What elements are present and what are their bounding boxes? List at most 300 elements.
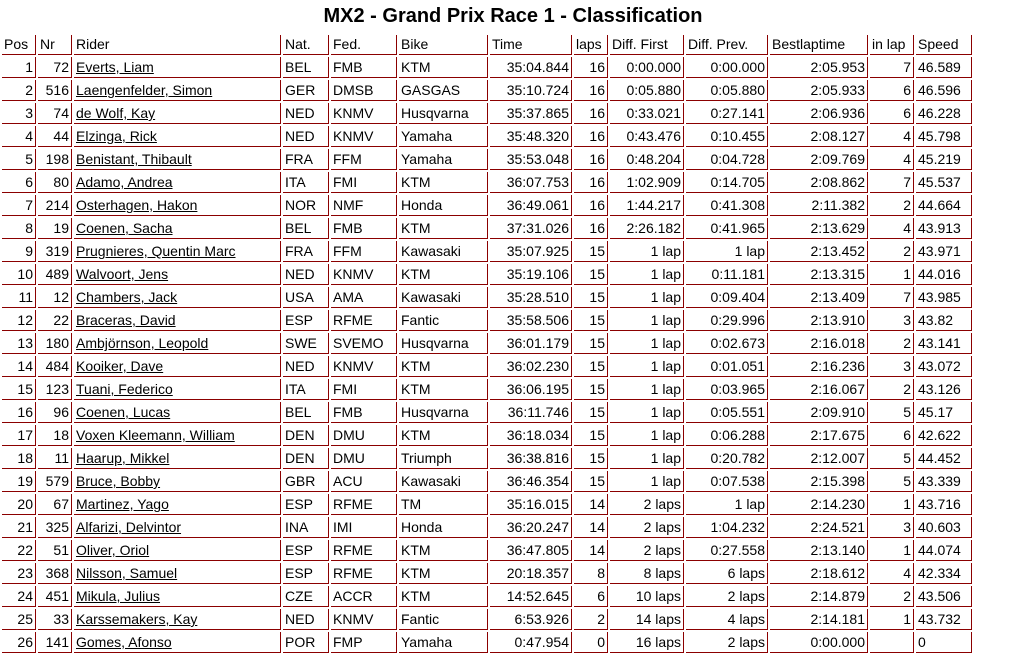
cell-fed: FFM xyxy=(331,149,397,170)
cell-speed: 43.126 xyxy=(916,379,972,400)
cell-time: 36:06.195 xyxy=(490,379,572,400)
column-header-in-lap: in lap xyxy=(870,35,914,55)
table-row xyxy=(2,425,972,446)
cell-bike: Kawasaki xyxy=(399,241,488,262)
cell-pos: 11 xyxy=(2,287,36,308)
cell-diff-prev: 1:04.232 xyxy=(686,517,768,538)
cell-nr: 74 xyxy=(38,103,72,124)
cell-diff-prev: 0:03.965 xyxy=(686,379,768,400)
cell-pos: 23 xyxy=(2,563,36,584)
cell-diff-prev: 6 laps xyxy=(686,563,768,584)
cell-speed: 43.506 xyxy=(916,586,972,607)
rider-link[interactable]: Osterhagen, Hakon xyxy=(76,197,198,213)
cell-time: 14:52.645 xyxy=(490,586,572,607)
cell-pos: 5 xyxy=(2,149,36,170)
cell-nr: 214 xyxy=(38,195,72,216)
cell-diff-first: 1 lap xyxy=(610,402,684,423)
cell-best-lap: 2:17.675 xyxy=(770,425,868,446)
cell-nat: ITA xyxy=(283,172,329,193)
cell-diff-first: 10 laps xyxy=(610,586,684,607)
rider-link[interactable]: Chambers, Jack xyxy=(76,289,178,305)
cell-nat: FRA xyxy=(283,149,329,170)
cell-diff-prev: 0:11.181 xyxy=(686,264,768,285)
cell-bike: Husqvarna xyxy=(399,402,488,423)
column-header-diff-prev: Diff. Prev. xyxy=(686,35,768,55)
column-header-best-lap: Bestlaptime xyxy=(770,35,868,55)
cell-speed: 43.971 xyxy=(916,241,972,262)
cell-nat: NOR xyxy=(283,195,329,216)
rider-link[interactable]: Everts, Liam xyxy=(76,59,154,75)
cell-nr: 96 xyxy=(38,402,72,423)
rider-link[interactable]: Bruce, Bobby xyxy=(76,473,161,489)
cell-in-lap: 2 xyxy=(870,379,914,400)
cell-nr: 51 xyxy=(38,540,72,561)
cell-fed: FMI xyxy=(331,379,397,400)
rider-link[interactable]: Laengenfelder, Simon xyxy=(76,82,213,98)
cell-best-lap: 2:15.398 xyxy=(770,471,868,492)
cell-laps: 16 xyxy=(574,57,608,78)
cell-in-lap: 3 xyxy=(870,310,914,331)
cell-best-lap: 2:14.230 xyxy=(770,494,868,515)
cell-diff-first: 1 lap xyxy=(610,356,684,377)
cell-in-lap: 4 xyxy=(870,563,914,584)
cell-bike: Husqvarna xyxy=(399,333,488,354)
cell-best-lap: 0:00.000 xyxy=(770,632,868,653)
cell-laps: 15 xyxy=(574,333,608,354)
cell-nat: NED xyxy=(283,126,329,147)
cell-pos: 7 xyxy=(2,195,36,216)
cell-nr: 198 xyxy=(38,149,72,170)
cell-nr: 80 xyxy=(38,172,72,193)
cell-pos: 10 xyxy=(2,264,36,285)
cell-bike: Yamaha xyxy=(399,126,488,147)
cell-in-lap: 4 xyxy=(870,126,914,147)
cell-speed: 0 xyxy=(916,632,972,653)
cell-time: 36:47.805 xyxy=(490,540,572,561)
cell-time: 36:02.230 xyxy=(490,356,572,377)
rider-link[interactable]: Haarup, Mikkel xyxy=(76,450,170,466)
cell-laps: 15 xyxy=(574,310,608,331)
cell-nat: DEN xyxy=(283,425,329,446)
rider-link[interactable]: Martinez, Yago xyxy=(76,496,169,512)
cell-nat: ESP xyxy=(283,310,329,331)
cell-speed: 44.016 xyxy=(916,264,972,285)
table-row xyxy=(2,333,972,354)
rider-link[interactable]: Coenen, Lucas xyxy=(76,404,171,420)
cell-fed: KNMV xyxy=(331,103,397,124)
cell-rider xyxy=(74,57,281,78)
cell-fed: FMB xyxy=(331,402,397,423)
cell-in-lap: 1 xyxy=(870,264,914,285)
cell-rider xyxy=(74,517,281,538)
cell-speed: 43.82 xyxy=(916,310,972,331)
cell-diff-first: 0:33.021 xyxy=(610,103,684,124)
cell-speed: 43.141 xyxy=(916,333,972,354)
column-header-speed: Speed xyxy=(916,35,972,55)
cell-laps: 15 xyxy=(574,448,608,469)
cell-diff-first: 1 lap xyxy=(610,264,684,285)
cell-diff-first: 2:26.182 xyxy=(610,218,684,239)
cell-time: 35:04.844 xyxy=(490,57,572,78)
cell-nr: 368 xyxy=(38,563,72,584)
cell-time: 6:53.926 xyxy=(490,609,572,630)
table-row xyxy=(2,379,972,400)
rider-link[interactable]: Kooiker, Dave xyxy=(76,358,164,374)
cell-diff-prev: 0:27.558 xyxy=(686,540,768,561)
cell-bike: Kawasaki xyxy=(399,287,488,308)
cell-rider xyxy=(74,218,281,239)
cell-fed: KNMV xyxy=(331,609,397,630)
cell-rider xyxy=(74,586,281,607)
cell-rider xyxy=(74,195,281,216)
cell-laps: 15 xyxy=(574,287,608,308)
cell-diff-prev: 0:00.000 xyxy=(686,57,768,78)
cell-diff-prev: 0:05.880 xyxy=(686,80,768,101)
rider-link[interactable]: Coenen, Sacha xyxy=(76,220,173,236)
cell-diff-prev: 0:02.673 xyxy=(686,333,768,354)
cell-laps: 6 xyxy=(574,586,608,607)
classification-table xyxy=(0,33,974,655)
rider-link[interactable]: Voxen Kleemann, William xyxy=(76,427,235,443)
cell-in-lap: 1 xyxy=(870,609,914,630)
table-row xyxy=(2,126,972,147)
column-header-time: Time xyxy=(490,35,572,55)
rider-link[interactable]: Nilsson, Samuel xyxy=(76,565,178,581)
cell-nr: 19 xyxy=(38,218,72,239)
cell-nat: NED xyxy=(283,609,329,630)
cell-diff-prev: 1 lap xyxy=(686,494,768,515)
cell-nat: ESP xyxy=(283,540,329,561)
cell-diff-first: 1 lap xyxy=(610,379,684,400)
cell-time: 35:37.865 xyxy=(490,103,572,124)
cell-fed: KNMV xyxy=(331,126,397,147)
rider-link[interactable]: de Wolf, Kay xyxy=(76,105,156,121)
cell-speed: 45.798 xyxy=(916,126,972,147)
cell-speed: 44.664 xyxy=(916,195,972,216)
cell-diff-prev: 0:29.996 xyxy=(686,310,768,331)
cell-fed: KNMV xyxy=(331,356,397,377)
cell-diff-first: 1 lap xyxy=(610,287,684,308)
cell-time: 36:01.179 xyxy=(490,333,572,354)
cell-diff-first: 0:43.476 xyxy=(610,126,684,147)
cell-best-lap: 2:16.067 xyxy=(770,379,868,400)
rider-link[interactable]: Tuani, Federico xyxy=(76,381,173,397)
cell-diff-prev: 2 laps xyxy=(686,586,768,607)
cell-best-lap: 2:06.936 xyxy=(770,103,868,124)
cell-nr: 22 xyxy=(38,310,72,331)
cell-time: 36:07.753 xyxy=(490,172,572,193)
rider-link[interactable]: Ambjörnson, Leopold xyxy=(76,335,209,351)
cell-time: 35:28.510 xyxy=(490,287,572,308)
table-row xyxy=(2,609,972,630)
column-header-nat: Nat. xyxy=(283,35,329,55)
cell-bike: Yamaha xyxy=(399,632,488,653)
table-row xyxy=(2,448,972,469)
cell-speed: 45.219 xyxy=(916,149,972,170)
cell-bike: KTM xyxy=(399,172,488,193)
cell-nat: NED xyxy=(283,356,329,377)
cell-in-lap: 4 xyxy=(870,218,914,239)
cell-rider xyxy=(74,494,281,515)
cell-best-lap: 2:16.236 xyxy=(770,356,868,377)
cell-nr: 67 xyxy=(38,494,72,515)
cell-bike: KTM xyxy=(399,586,488,607)
cell-diff-prev: 0:41.965 xyxy=(686,218,768,239)
cell-fed: FMP xyxy=(331,632,397,653)
cell-in-lap: 5 xyxy=(870,448,914,469)
cell-speed: 43.732 xyxy=(916,609,972,630)
cell-in-lap: 7 xyxy=(870,57,914,78)
cell-nr: 11 xyxy=(38,448,72,469)
table-row xyxy=(2,287,972,308)
cell-fed: SVEMO xyxy=(331,333,397,354)
cell-diff-first: 0:48.204 xyxy=(610,149,684,170)
cell-best-lap: 2:05.953 xyxy=(770,57,868,78)
page-title: MX2 - Grand Prix Race 1 - Classification xyxy=(323,5,703,27)
cell-nr: 516 xyxy=(38,80,72,101)
cell-speed: 43.339 xyxy=(916,471,972,492)
cell-time: 35:07.925 xyxy=(490,241,572,262)
cell-best-lap: 2:24.521 xyxy=(770,517,868,538)
cell-in-lap: 2 xyxy=(870,241,914,262)
rider-link[interactable]: Benistant, Thibault xyxy=(76,151,192,167)
cell-fed: FFM xyxy=(331,241,397,262)
cell-nr: 180 xyxy=(38,333,72,354)
rider-link[interactable]: Prugnieres, Quentin Marc xyxy=(76,243,236,259)
table-row xyxy=(2,402,972,423)
cell-pos: 8 xyxy=(2,218,36,239)
rider-link[interactable]: Karssemakers, Kay xyxy=(76,611,198,627)
cell-pos: 21 xyxy=(2,517,36,538)
cell-fed: IMI xyxy=(331,517,397,538)
cell-nat: GBR xyxy=(283,471,329,492)
table-row xyxy=(2,172,972,193)
cell-nat: BEL xyxy=(283,57,329,78)
cell-time: 36:49.061 xyxy=(490,195,572,216)
cell-diff-prev: 1 lap xyxy=(686,241,768,262)
cell-nat: INA xyxy=(283,517,329,538)
cell-bike: Honda xyxy=(399,195,488,216)
cell-laps: 14 xyxy=(574,540,608,561)
cell-laps: 15 xyxy=(574,379,608,400)
cell-time: 36:18.034 xyxy=(490,425,572,446)
cell-nr: 44 xyxy=(38,126,72,147)
cell-laps: 15 xyxy=(574,356,608,377)
cell-diff-first: 2 laps xyxy=(610,540,684,561)
cell-rider xyxy=(74,126,281,147)
cell-in-lap: 4 xyxy=(870,149,914,170)
cell-pos: 25 xyxy=(2,609,36,630)
cell-speed: 42.622 xyxy=(916,425,972,446)
cell-rider xyxy=(74,172,281,193)
cell-time: 37:31.026 xyxy=(490,218,572,239)
cell-rider xyxy=(74,563,281,584)
cell-speed: 44.074 xyxy=(916,540,972,561)
cell-fed: RFME xyxy=(331,310,397,331)
cell-fed: DMSB xyxy=(331,80,397,101)
cell-bike: KTM xyxy=(399,218,488,239)
cell-nr: 18 xyxy=(38,425,72,446)
column-header-bike: Bike xyxy=(399,35,488,55)
cell-fed: DMU xyxy=(331,448,397,469)
cell-diff-first: 1:02.909 xyxy=(610,172,684,193)
cell-fed: AMA xyxy=(331,287,397,308)
cell-pos: 20 xyxy=(2,494,36,515)
rider-link[interactable]: Elzinga, Rick xyxy=(76,128,157,144)
cell-laps: 16 xyxy=(574,103,608,124)
cell-diff-first: 1 lap xyxy=(610,425,684,446)
cell-bike: Triumph xyxy=(399,448,488,469)
cell-pos: 9 xyxy=(2,241,36,262)
cell-laps: 15 xyxy=(574,264,608,285)
cell-diff-first: 1 lap xyxy=(610,471,684,492)
cell-best-lap: 2:14.181 xyxy=(770,609,868,630)
cell-fed: RFME xyxy=(331,494,397,515)
cell-nr: 489 xyxy=(38,264,72,285)
cell-in-lap: 6 xyxy=(870,80,914,101)
cell-diff-prev: 0:14.705 xyxy=(686,172,768,193)
cell-time: 36:46.354 xyxy=(490,471,572,492)
cell-speed: 45.537 xyxy=(916,172,972,193)
cell-bike: Honda xyxy=(399,517,488,538)
table-row xyxy=(2,195,972,216)
cell-time: 35:58.506 xyxy=(490,310,572,331)
table-row xyxy=(2,494,972,515)
cell-nat: USA xyxy=(283,287,329,308)
cell-best-lap: 2:08.862 xyxy=(770,172,868,193)
table-row xyxy=(2,586,972,607)
cell-rider xyxy=(74,264,281,285)
cell-rider xyxy=(74,448,281,469)
cell-nat: GER xyxy=(283,80,329,101)
cell-bike: KTM xyxy=(399,264,488,285)
cell-diff-prev: 0:04.728 xyxy=(686,149,768,170)
cell-rider xyxy=(74,149,281,170)
cell-pos: 17 xyxy=(2,425,36,446)
cell-laps: 15 xyxy=(574,241,608,262)
cell-bike: TM xyxy=(399,494,488,515)
cell-best-lap: 2:18.612 xyxy=(770,563,868,584)
cell-speed: 40.603 xyxy=(916,517,972,538)
cell-fed: ACCR xyxy=(331,586,397,607)
cell-time: 36:11.746 xyxy=(490,402,572,423)
cell-diff-first: 1 lap xyxy=(610,448,684,469)
rider-link[interactable]: Walvoort, Jens xyxy=(76,266,169,282)
cell-nr: 123 xyxy=(38,379,72,400)
rider-link[interactable]: Braceras, David xyxy=(76,312,176,328)
cell-speed: 44.452 xyxy=(916,448,972,469)
cell-bike: KTM xyxy=(399,379,488,400)
cell-pos: 26 xyxy=(2,632,36,653)
cell-speed: 43.716 xyxy=(916,494,972,515)
rider-link[interactable]: Gomes, Afonso xyxy=(76,634,172,650)
cell-bike: Kawasaki xyxy=(399,471,488,492)
cell-fed: FMI xyxy=(331,172,397,193)
cell-diff-first: 0:05.880 xyxy=(610,80,684,101)
cell-laps: 15 xyxy=(574,471,608,492)
cell-pos: 19 xyxy=(2,471,36,492)
cell-diff-first: 14 laps xyxy=(610,609,684,630)
cell-in-lap: 2 xyxy=(870,195,914,216)
cell-laps: 14 xyxy=(574,494,608,515)
rider-link[interactable]: Mikula, Julius xyxy=(76,588,161,604)
cell-speed: 42.334 xyxy=(916,563,972,584)
cell-pos: 2 xyxy=(2,80,36,101)
cell-nr: 325 xyxy=(38,517,72,538)
cell-nr: 579 xyxy=(38,471,72,492)
column-header-rider: Rider xyxy=(74,35,281,55)
column-header-nr: Nr xyxy=(38,35,72,55)
cell-rider xyxy=(74,379,281,400)
cell-nr: 319 xyxy=(38,241,72,262)
cell-bike: GASGAS xyxy=(399,80,488,101)
cell-nat: ESP xyxy=(283,563,329,584)
cell-rider xyxy=(74,333,281,354)
cell-best-lap: 2:14.879 xyxy=(770,586,868,607)
cell-nr: 33 xyxy=(38,609,72,630)
table-row xyxy=(2,563,972,584)
cell-best-lap: 2:13.629 xyxy=(770,218,868,239)
cell-time: 35:48.320 xyxy=(490,126,572,147)
cell-rider xyxy=(74,103,281,124)
cell-fed: FMB xyxy=(331,57,397,78)
rider-link[interactable]: Oliver, Oriol xyxy=(76,542,150,558)
cell-rider xyxy=(74,310,281,331)
cell-nat: BEL xyxy=(283,218,329,239)
cell-fed: RFME xyxy=(331,563,397,584)
cell-laps: 16 xyxy=(574,80,608,101)
cell-pos: 4 xyxy=(2,126,36,147)
cell-rider xyxy=(74,241,281,262)
cell-nat: POR xyxy=(283,632,329,653)
cell-nat: NED xyxy=(283,103,329,124)
cell-diff-first: 1 lap xyxy=(610,310,684,331)
cell-nat: BEL xyxy=(283,402,329,423)
cell-speed: 46.228 xyxy=(916,103,972,124)
cell-best-lap: 2:11.382 xyxy=(770,195,868,216)
table-row xyxy=(2,517,972,538)
cell-bike: Yamaha xyxy=(399,149,488,170)
cell-rider xyxy=(74,402,281,423)
cell-nr: 451 xyxy=(38,586,72,607)
cell-pos: 6 xyxy=(2,172,36,193)
cell-in-lap xyxy=(870,632,914,653)
cell-fed: ACU xyxy=(331,471,397,492)
cell-bike: KTM xyxy=(399,425,488,446)
cell-pos: 18 xyxy=(2,448,36,469)
cell-speed: 46.589 xyxy=(916,57,972,78)
cell-speed: 43.072 xyxy=(916,356,972,377)
cell-laps: 16 xyxy=(574,126,608,147)
cell-diff-prev: 0:41.308 xyxy=(686,195,768,216)
cell-in-lap: 3 xyxy=(870,517,914,538)
table-row xyxy=(2,540,972,561)
cell-bike: Fantic xyxy=(399,310,488,331)
cell-rider xyxy=(74,425,281,446)
cell-nat: NED xyxy=(283,264,329,285)
cell-pos: 15 xyxy=(2,379,36,400)
cell-in-lap: 3 xyxy=(870,356,914,377)
rider-link[interactable]: Alfarizi, Delvintor xyxy=(76,519,182,535)
cell-nat: CZE xyxy=(283,586,329,607)
cell-nr: 484 xyxy=(38,356,72,377)
cell-time: 35:16.015 xyxy=(490,494,572,515)
cell-laps: 15 xyxy=(574,402,608,423)
cell-diff-prev: 2 laps xyxy=(686,632,768,653)
cell-diff-prev: 0:27.141 xyxy=(686,103,768,124)
cell-nat: ITA xyxy=(283,379,329,400)
rider-link[interactable]: Adamo, Andrea xyxy=(76,174,173,190)
